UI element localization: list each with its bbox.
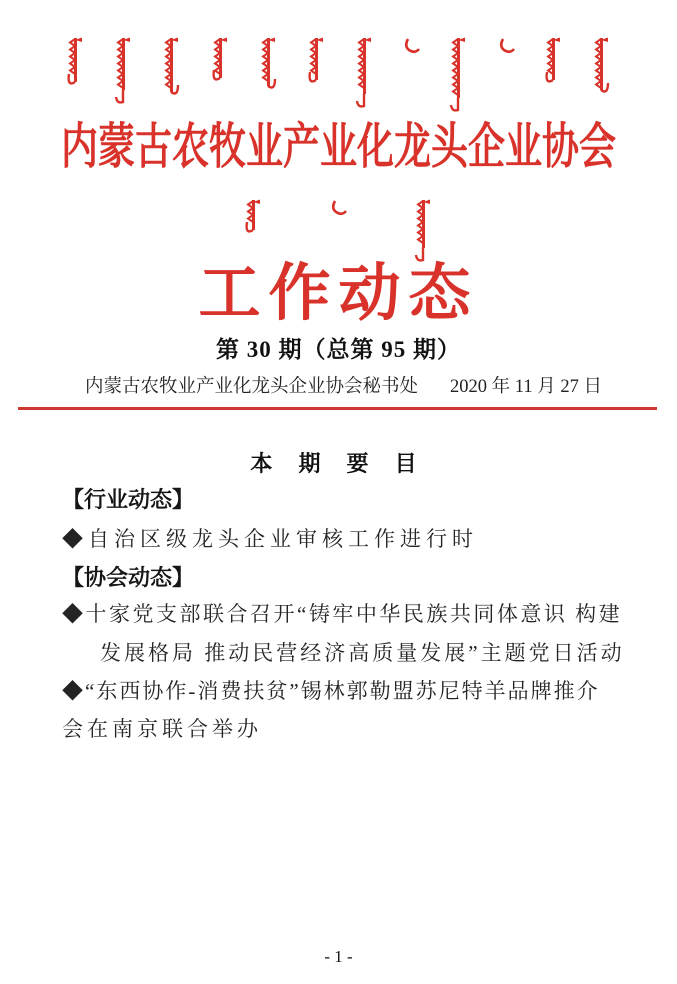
publisher-date-row bbox=[85, 372, 602, 398]
publisher-name: 内蒙古农牧业产业化龙头企业协会秘书处 bbox=[85, 377, 419, 397]
mongolian-word-glyph bbox=[355, 36, 375, 110]
publication-date: 2020 年 11 月 27 日 bbox=[450, 377, 602, 397]
toc-section-industry-news: 【行业动态】 bbox=[62, 487, 195, 512]
mongolian-word-glyph bbox=[211, 36, 231, 94]
mongolian-word-glyph bbox=[449, 36, 469, 114]
mongolian-word-glyph bbox=[66, 36, 86, 98]
mongolian-word-glyph bbox=[162, 36, 182, 108]
toc-item-line: ◆自治区级龙头企业审核工作进行时 bbox=[62, 527, 478, 551]
toc-item-line: 发展格局 推动民营经济高质量发展”主题党日活动 bbox=[100, 641, 625, 665]
mongolian-word-glyph bbox=[544, 36, 564, 96]
mongolian-word-glyph bbox=[244, 198, 264, 246]
mongolian-word-glyph bbox=[259, 36, 279, 102]
toc-item-line: ◆“东西协作-消费扶贫”锡林郭勒盟苏尼特羊品牌推介 bbox=[62, 679, 600, 703]
mongolian-word-glyph bbox=[592, 36, 612, 106]
issue-number-line: 第 30 期（总第 95 期） bbox=[216, 337, 461, 362]
mongolian-word-glyph bbox=[114, 36, 134, 106]
mongolian-word-glyph bbox=[403, 36, 421, 58]
toc-heading: 本 期 要 目 bbox=[250, 451, 427, 476]
mongolian-word-glyph bbox=[307, 36, 327, 96]
mongolian-script-org-name bbox=[66, 36, 612, 114]
org-name-text: 内蒙古农牧业产业化龙头企业协会 bbox=[61, 120, 616, 175]
bulletin-title: 工作动态 bbox=[198, 260, 479, 328]
toc-section-association-news: 【协会动态】 bbox=[62, 565, 195, 590]
mongolian-word-glyph bbox=[330, 198, 348, 220]
mongolian-word-glyph bbox=[498, 36, 516, 58]
page-number: - 1 - bbox=[324, 947, 353, 966]
toc-item-line: 会在南京联合举办 bbox=[62, 717, 262, 741]
org-name-title bbox=[0, 106, 677, 175]
toc-item-line: ◆十家党支部联合召开“铸牢中华民族共同体意识 构建 bbox=[62, 602, 623, 626]
red-divider-rule bbox=[18, 407, 657, 410]
